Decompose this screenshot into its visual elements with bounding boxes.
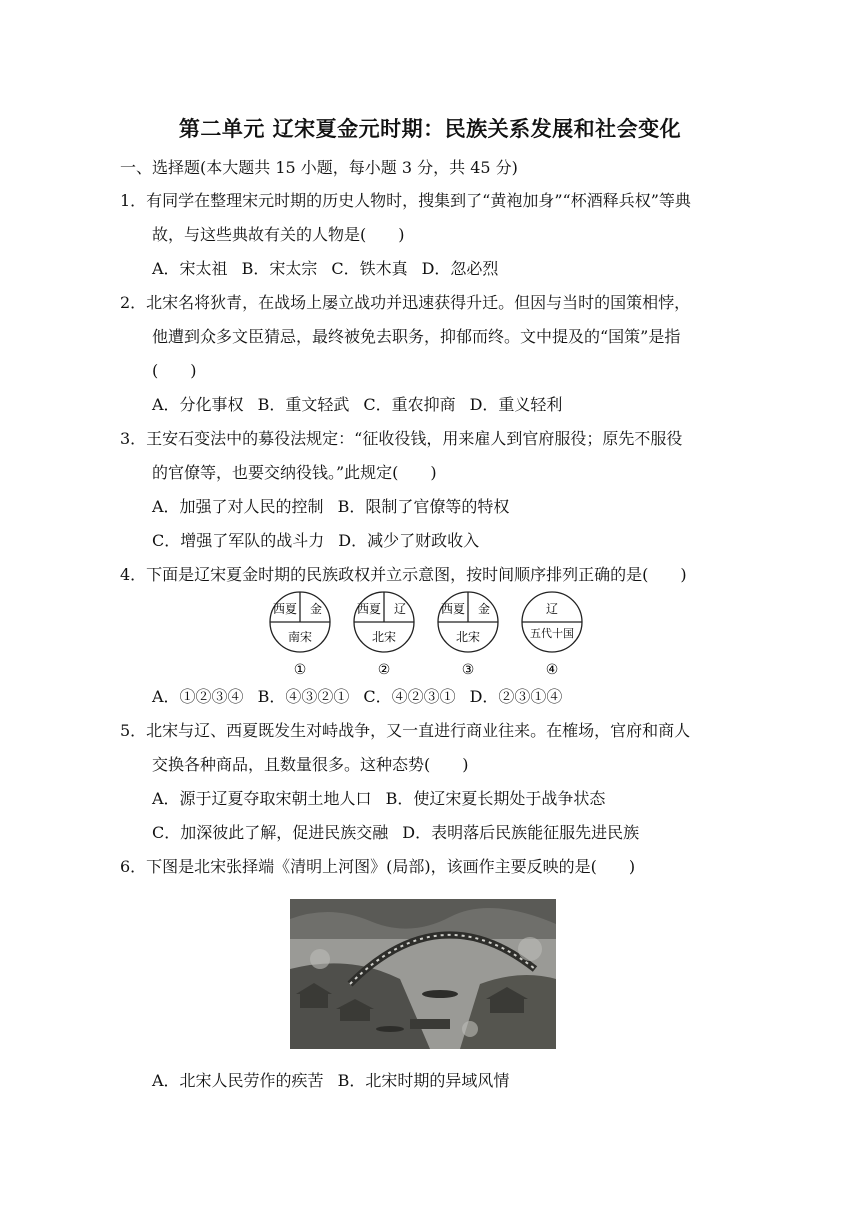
diagram-2-number: ②	[377, 662, 391, 678]
diagram-3-bottom: 北宋	[455, 630, 481, 644]
option-d[interactable]: D．重义轻利	[469, 395, 563, 414]
option-a[interactable]: A．北宋人民劳作的疾苦	[152, 1071, 324, 1090]
option-c[interactable]: C．④②③①	[363, 687, 456, 706]
option-c[interactable]: C．加深彼此了解，促进民族交融	[152, 823, 389, 842]
diagram-2-top-right: 辽	[393, 602, 407, 616]
question-5-options-row-2	[152, 821, 653, 845]
diagram-4-bottom: 五代十国	[530, 627, 574, 640]
option-c[interactable]: C．增强了军队的战斗力	[152, 531, 325, 550]
diagram-4-number: ④	[545, 662, 559, 678]
option-b[interactable]: B．宋太宗	[241, 259, 318, 278]
question-1-stem-line-1: 1．有同学在整理宋元时期的历史人物时，搜集到了“黄袍加身”“杯酒释兵权”等典	[120, 191, 691, 210]
question-2-options	[152, 393, 576, 417]
option-a[interactable]: A．加强了对人民的控制	[152, 497, 324, 516]
question-3-stem-line-2: 的官僚等，也要交纳役钱。”此规定( )	[152, 463, 437, 482]
question-2-stem-line-3: ( )	[152, 361, 197, 380]
option-d[interactable]: D．减少了财政收入	[338, 531, 480, 550]
option-c[interactable]: C．铁木真	[331, 259, 408, 278]
question-2-stem-line-1: 2．北宋名将狄青，在战场上屡立战功并迅速获得升迁。但因与当时的国策相悖，	[120, 293, 691, 312]
question-2-stem-line-2: 他遭到众多文臣猜忌，最终被免去职务，抑郁而终。文中提及的“国策”是指	[152, 327, 681, 346]
diagram-1	[270, 592, 330, 678]
question-3-options-row-1	[152, 495, 523, 519]
option-d[interactable]: D．忽必烈	[421, 259, 499, 278]
option-a[interactable]: A．源于辽夏夺取宋朝土地人口	[152, 789, 372, 808]
question-4-stem: 4．下面是辽宋夏金时期的民族政权并立示意图，按时间顺序排列正确的是( )	[120, 565, 687, 584]
diagram-4-top: 辽	[545, 602, 559, 616]
regime-diagrams	[268, 590, 598, 680]
option-b[interactable]: B．④③②①	[257, 687, 350, 706]
qingming-painting-image	[290, 899, 556, 1049]
question-3-options-row-2	[152, 529, 493, 553]
diagram-3-number: ③	[461, 662, 475, 678]
question-1-stem-line-2: 故，与这些典故有关的人物是( )	[152, 225, 405, 244]
painting-illustration	[290, 899, 556, 1049]
question-6-options	[152, 1069, 523, 1093]
question-5-stem-line-2: 交换各种商品，且数量很多。这种态势( )	[152, 755, 469, 774]
option-b[interactable]: B．使辽宋夏长期处于战争状态	[385, 789, 606, 808]
option-c[interactable]: C．重农抑商	[363, 395, 456, 414]
question-5-options-row-1	[152, 787, 619, 811]
question-3-stem-line-1: 3．王安石变法中的募役法规定：“征收役钱，用来雇人到官府服役；原先不服役	[120, 429, 683, 448]
option-a[interactable]: A．宋太祖	[152, 259, 228, 278]
diagram-1-top-left: 西夏	[272, 602, 298, 616]
diagram-2	[354, 592, 414, 678]
diagram-3-top-left: 西夏	[440, 602, 466, 616]
diagram-3-top-right: 金	[477, 602, 491, 616]
diagram-2-top-left: 西夏	[356, 602, 382, 616]
diagram-3	[438, 592, 498, 678]
option-b[interactable]: B．限制了官僚等的特权	[337, 497, 510, 516]
diagram-2-bottom: 北宋	[371, 630, 397, 644]
option-b[interactable]: B．重文轻武	[257, 395, 350, 414]
page-title: 第二单元 辽宋夏金元时期：民族关系发展和社会变化	[178, 117, 682, 141]
question-1-options	[152, 257, 512, 281]
option-d[interactable]: D．表明落后民族能征服先进民族	[402, 823, 640, 842]
option-d[interactable]: D．②③①④	[469, 687, 563, 706]
diagram-1-top-right: 金	[309, 602, 323, 616]
option-b[interactable]: B．北宋时期的异域风情	[337, 1071, 510, 1090]
option-a[interactable]: A．分化事权	[152, 395, 244, 414]
section-heading: 一、选择题(本大题共 15 小题，每小题 3 分，共 45 分)	[120, 158, 518, 177]
question-4-options	[152, 685, 576, 709]
diagram-1-bottom: 南宋	[287, 630, 313, 644]
question-6-stem: 6．下图是北宋张择端《清明上河图》(局部)，该画作主要反映的是( )	[120, 857, 636, 876]
option-a[interactable]: A．①②③④	[152, 687, 244, 706]
question-5-stem-line-1: 5．北宋与辽、西夏既发生对峙战争，又一直进行商业往来。在榷场，官府和商人	[120, 721, 691, 740]
diagram-1-number: ①	[293, 662, 307, 678]
diagram-4	[522, 592, 582, 678]
